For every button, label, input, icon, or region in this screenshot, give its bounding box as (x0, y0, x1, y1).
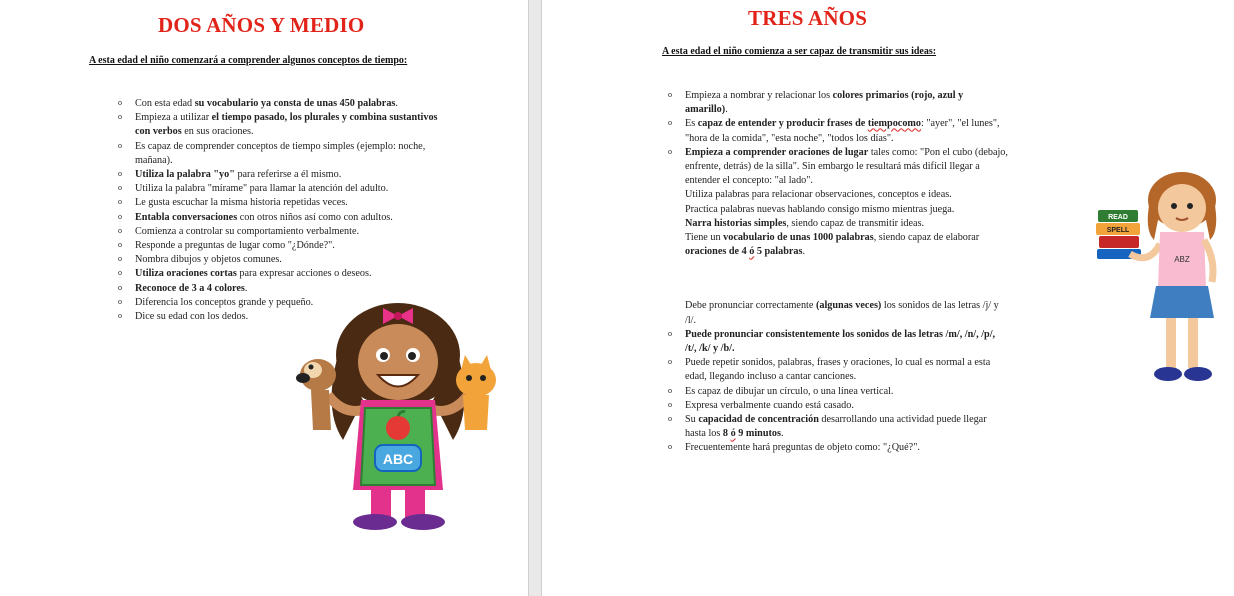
list-item: o Nombra dibujos y objetos comunes. (118, 253, 448, 267)
list-item: o Es capaz de comprender conceptos de tiempo simples (ejemplo: noche, mañana). (118, 140, 448, 168)
list-item: o Puede pronunciar consistentemente los sonidos de las letras /m/, /n/, /p/, /t/, /k/ y /b/. (668, 328, 1008, 356)
document-page-right (542, 0, 1190, 596)
list-item: Tiene un vocabulario de unas 1000 palabras, siendo capaz de elaborar oraciones de 4 ó 5 palabras. (685, 232, 980, 258)
book-label: SPELL (1106, 227, 1130, 234)
list-item: o Con esta edad su vocabulario ya consta de unas 450 palabras. (118, 97, 448, 111)
list-item: o Es capaz de dibujar un círculo, o una línea vertical. (668, 385, 1008, 399)
list-item: o Expresa verbalmente cuando está casado. (668, 399, 1008, 413)
list-item: Narra historias simples, siendo capaz de transmitir ideas. (685, 217, 925, 229)
list-item: o Empieza a utilizar el tiempo pasado, los plurales y combina sustantivos con verbos en sus oraciones. (118, 111, 448, 139)
list-item: Practica palabras nuevas hablando consigo mismo mientras juega. (685, 203, 955, 215)
page-title: TRES AÑOS (748, 6, 868, 30)
list-item: o Su capacidad de concentración desarrollando una actividad puede llegar hasta los 8 ó 9 minutos. (668, 413, 1008, 441)
list-item: Debe pronunciar correctamente (algunas veces) los sonidos de las letras /j/ y /l/. (685, 300, 999, 326)
list-item: o Empieza a comprender oraciones de lugar tales como: "Pon el cubo (debajo, enfrente, detrás) de la silla". Sin embargo le resultará más difícil llegar a entender el concepto: "al lado". (668, 146, 1008, 189)
list-item: o Comienza a controlar su comportamiento verbalmente. (118, 225, 448, 239)
document-page-left (0, 0, 528, 596)
section-subtitle: A esta edad el niño comienza a ser capaz de transmitir sus ideas: (662, 46, 937, 57)
girl-books-illustration (1094, 170, 1234, 392)
section-subtitle: A esta edad el niño comenzará a comprender algunos conceptos de tiempo: (89, 55, 408, 66)
apron-text: ABC (382, 451, 414, 467)
list-item: o Reconoce de 3 a 4 colores. (118, 282, 448, 296)
spelling-error-mark: tiempocomo (867, 118, 921, 130)
list-item: o Es capaz de entender y producir frases de tiempocomo: "ayer", "el lunes", "hora de la comida", "esta noche", "todos los días". (668, 117, 1008, 145)
list-item: o Entabla conversaciones con otros niños así como con adultos. (118, 211, 448, 225)
book-label: READ (1108, 214, 1128, 221)
list-item: o Utiliza la palabra "mírame" para llamar la atención del adulto. (118, 182, 448, 196)
shirt-letters: ABZ (1174, 255, 1190, 264)
list-item: o Utiliza oraciones cortas para expresar acciones o deseos. (118, 267, 448, 281)
list-item: o Le gusta escuchar la misma historia repetidas veces. (118, 196, 448, 210)
list-item: Utiliza palabras para relacionar observaciones, conceptos e ideas. (685, 189, 952, 201)
milestone-list (118, 97, 448, 324)
list-item: o Utiliza la palabra "yo" para referirse a él mismo. (118, 168, 448, 182)
page-title: DOS AÑOS Y MEDIO (158, 13, 365, 37)
list-item: o Frecuentemente hará preguntas de objeto como: "¿Qué?". (668, 441, 1008, 455)
list-item: o Empieza a nombrar y relacionar los colores primarios (rojo, azul y amarillo). (668, 89, 1008, 117)
list-item: o Puede repetir sonidos, palabras, frases y oraciones, lo cual es normal a esta edad, llegando incluso a cantar canciones. (668, 356, 1008, 384)
list-item: o Dice su edad con los dedos. (118, 310, 448, 324)
list-item: o Diferencia los conceptos grande y pequeño. (118, 296, 448, 310)
list-item: o Responde a preguntas de lugar como "¿Dónde?". (118, 239, 448, 253)
page-gutter (528, 0, 542, 596)
girl-puppets-illustration (283, 300, 508, 530)
milestone-list (668, 89, 1008, 456)
